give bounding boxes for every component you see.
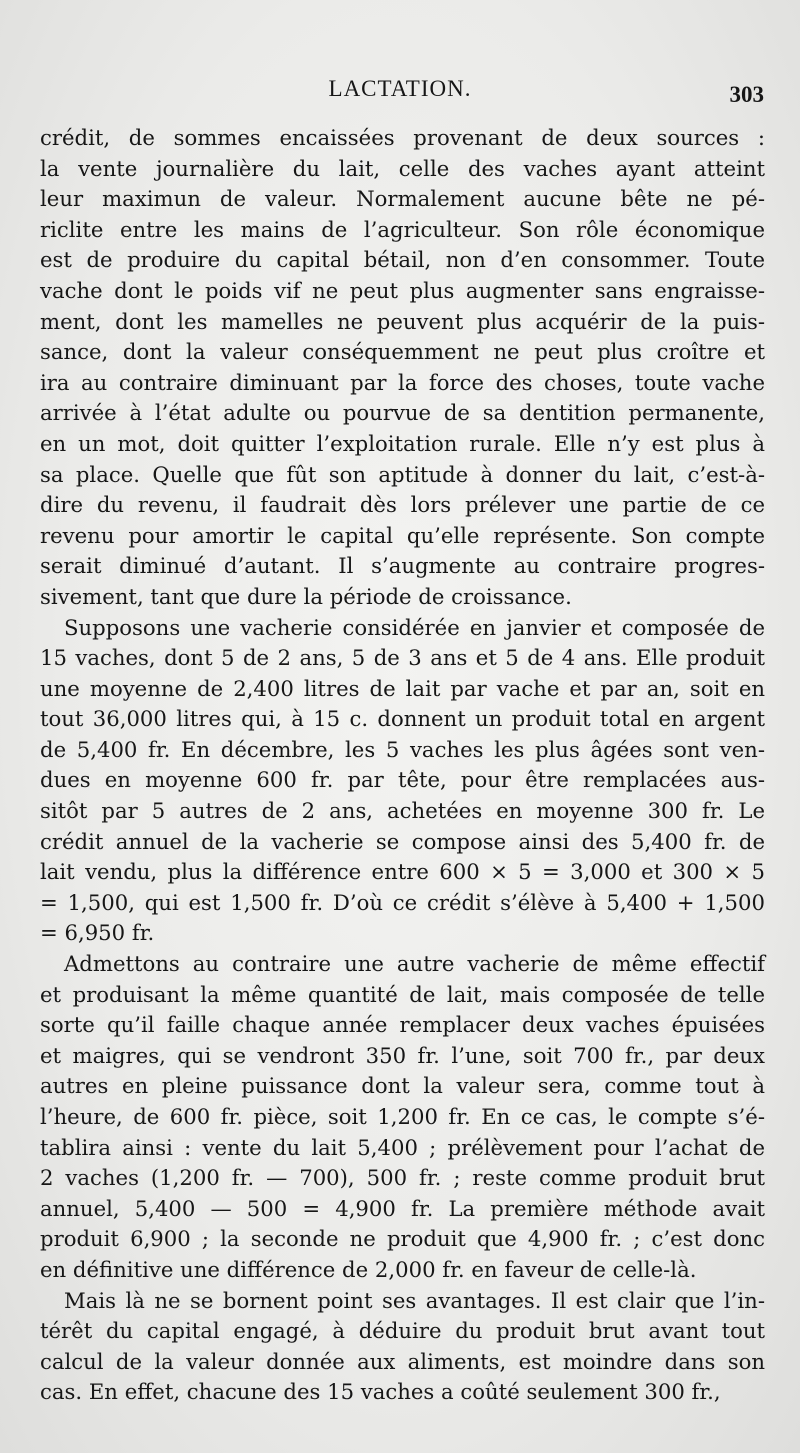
text-line: crédit, de sommes encaissées provenant de deux sources : (40, 125, 765, 150)
text-line: sorte qu’il faille chaque année remplacer deux vaches épuisées (40, 1012, 765, 1038)
text-line: leur maximun de valeur. Normalement aucune bête ne pé- (40, 186, 765, 212)
text-line: arrivée à l’état adulte ou pourvue de sa dentition permanente, (40, 400, 765, 426)
text-line: dire du revenu, il faudrait dès lors prélever une partie de ce (40, 492, 765, 518)
text-line: revenu pour amortir le capital qu’elle représente. Son compte (40, 522, 765, 548)
text-line: de 5,400 fr. En décembre, les 5 vaches les plus âgées sont ven- (40, 736, 765, 762)
paragraph (40, 123, 765, 613)
text-line: l’heure, de 600 fr. pièce, soit 1,200 fr. En ce cas, le compte s’é- (40, 1104, 765, 1129)
text-line: Admettons au contraire une autre vacherie de même effectif (64, 951, 765, 977)
text-line: autres en pleine puissance dont la valeur sera, comme tout à (40, 1073, 765, 1099)
text-line: la vente journalière du lait, celle des vaches ayant atteint (40, 155, 765, 181)
text-line: = 6,950 fr. (40, 920, 155, 946)
text-line: lait vendu, plus la différence entre 600 × 5 = 3,000 et 300 × 5 (40, 859, 765, 885)
running-head (0, 72, 800, 108)
text-line: sitôt par 5 autres de 2 ans, achetées en moyenne 300 fr. Le (40, 798, 765, 824)
text-line: sance, dont la valeur conséquemment ne peut plus croître et (40, 339, 765, 365)
text-line: une moyenne de 2,400 litres de lait par vache et par an, soit en (40, 675, 765, 701)
paragraph (40, 1286, 765, 1408)
text-line: ira au contraire diminuant par la force des choses, toute vache (40, 369, 765, 395)
text-line: tout 36,000 litres qui, à 15 c. donnent un produit total en argent (40, 706, 765, 732)
text-line: en définitive une différence de 2,000 fr. en faveur de celle-là. (40, 1256, 697, 1282)
text-line: calcul de la valeur donnée aux aliments, est moindre dans son (40, 1348, 765, 1374)
text-line: serait diminué d’autant. Il s’augmente au contraire progres- (40, 553, 765, 579)
text-line: est de produire du capital bétail, non d’en consommer. Toute (40, 247, 765, 273)
body-text (40, 123, 765, 1408)
text-line: tablira ainsi : vente du lait 5,400 ; prélèvement pour l’achat de (40, 1134, 765, 1160)
text-line: et produisant la même quantité de lait, mais composée de telle (40, 981, 765, 1007)
text-line: 2 vaches (1,200 fr. — 700), 500 fr. ; reste comme produit brut (40, 1165, 765, 1191)
page-number: 303 (729, 82, 764, 107)
text-line: en un mot, doit quitter l’exploitation rurale. Elle n’y est plus à (40, 430, 765, 456)
text-line: 15 vaches, dont 5 de 2 ans, 5 de 3 ans et 5 de 4 ans. Elle produit (40, 645, 765, 671)
text-line: produit 6,900 ; la seconde ne produit que 4,900 fr. ; c’est donc (40, 1226, 765, 1252)
text-line: annuel, 5,400 — 500 = 4,900 fr. La première méthode avait (40, 1195, 765, 1221)
text-line: ment, dont les mamelles ne peuvent plus acquérir de la puis- (40, 308, 765, 334)
text-line: riclite entre les mains de l’agriculteur. Son rôle économique (40, 216, 765, 242)
text-line: cas. En effet, chacune des 15 vaches a coûté seulement 300 fr., (40, 1379, 721, 1405)
text-line: et maigres, qui se vendront 350 fr. l’une, soit 700 fr., par deux (40, 1042, 765, 1068)
paragraph (40, 949, 765, 1286)
text-line: crédit annuel de la vacherie se compose ainsi des 5,400 fr. de (40, 828, 765, 854)
text-line: dues en moyenne 600 fr. par tête, pour être remplacées aus- (40, 767, 765, 793)
text-line: vache dont le poids vif ne peut plus augmenter sans engraisse- (40, 277, 765, 303)
text-line: = 1,500, qui est 1,500 fr. D’où ce crédit s’élève à 5,400 + 1,500 (40, 889, 765, 915)
chapter-title: LACTATION. (328, 76, 472, 101)
paragraph (40, 613, 765, 950)
text-line: Supposons une vacherie considérée en janvier et composée de (64, 614, 765, 640)
text-line: térêt du capital engagé, à déduire du produit brut avant tout (40, 1318, 765, 1344)
text-line: sivement, tant que dure la période de croissance. (40, 583, 572, 609)
text-line: Mais là ne se bornent point ses avantages. Il est clair que l’in- (64, 1287, 765, 1313)
text-line: sa place. Quelle que fût son aptitude à donner du lait, c’est-à- (40, 461, 765, 487)
